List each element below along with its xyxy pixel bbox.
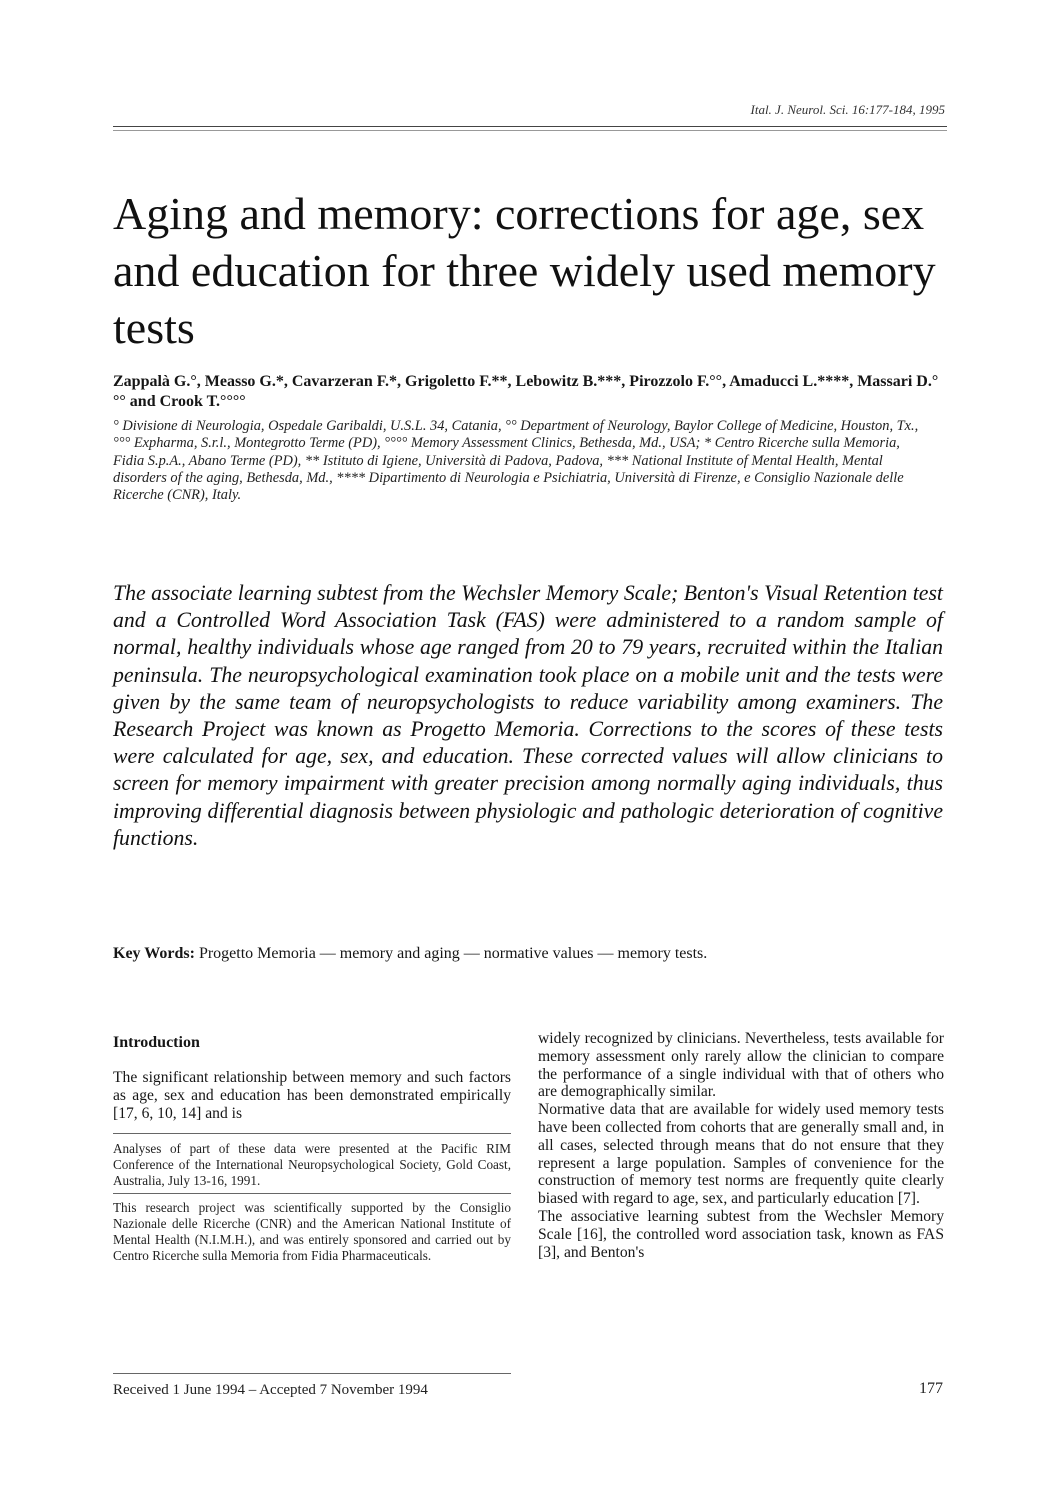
footnote-conference: Analyses of part of these data were presented at the Pacific RIM Conference of the International Neuropsychological Society, Gold Coast, Australia, July 13-16, 1991. bbox=[113, 1141, 511, 1189]
footnote-divider-secondary bbox=[113, 1193, 511, 1194]
abstract: The associate learning subtest from the Wechsler Memory Scale; Benton's Visual Retention test and a Controlled Word Association Task (FAS) were administered to a random sample of normal, healthy individuals whose age ranged from 20 to 79 years, recruited within the Italian peninsula. The neuropsychological examination took place on a mobile unit and the tests were given by the same team of neuropsychologists to reduce variability among examiners. The Research Project was known as Progetto Memoria. Corrections to the scores of these tests were calculated for age, sex, and education. These corrected values will allow clinicians to screen for memory impairment with greater precision among normally aging individuals, thus improving differential diagnosis between physiologic and pathologic deterioration of cognitive functions. bbox=[113, 581, 943, 850]
journal-reference: Ital. J. Neurol. Sci. 16:177-184, 1995 bbox=[750, 102, 945, 117]
right-paragraph: The associative learning subtest from the Wechsler Memory Scale [16], the controlled word association task, known as FAS [3], and Benton's bbox=[538, 1207, 944, 1261]
keywords-text: Progetto Memoria — memory and aging — normative values — memory tests. bbox=[198, 945, 708, 962]
footer-rule bbox=[113, 1373, 511, 1374]
keywords bbox=[113, 944, 943, 964]
affiliations: ° Divisione di Neurologia, Ospedale Garibaldi, U.S.L. 34, Catania, °° Department of Neurology, Baylor College of Medicine, Houston, Tx., °°° Expharma, S.r.l., Montegrotto Terme (PD), °°°° Memory Assessment Clinics, Bethesda, Md., USA; * Centro Ricerche sulla Memoria, Fidia S.p.A., Abano Terme (PD), ** Istituto di Igiene, Università di Padova, Padova, *** National Institute of Mental Health, Mental disorders of the aging, Bethesda, Md., **** Dipartimento di Neurologia e Psichiatria, Università di Firenze, e Consiglio Nazionale delle Ricerche (CNR), Italy. bbox=[113, 418, 919, 504]
paper-title: Aging and memory: corrections for age, sex and education for three widely used memory tests bbox=[113, 188, 936, 353]
introduction-paragraph: The significant relationship between memory and such factors as age, sex and education has been demonstrated empirically [17, 6, 10, 14] and is bbox=[113, 1069, 511, 1122]
received-dates: Received 1 June 1994 – Accepted 7 November 1994 bbox=[113, 1382, 428, 1398]
footnote-funding: This research project was scientifically supported by the Consiglio Nazionale delle Ricerche (CNR) and the American National Institute of Mental Health (N.I.M.H.), and was entirely sponsored and carried out by Centro Ricerche sulla Memoria from Fidia Pharmaceuticals. bbox=[113, 1200, 511, 1264]
right-paragraph: widely recognized by clinicians. Nevertheless, tests available for memory assessment only rarely allow the clinician to compare the performance of a single individual with that of others who are demographically similar. bbox=[538, 1030, 944, 1101]
right-paragraph: Normative data that are available for widely used memory tests have been collected from cohorts that are generally small and, in all cases, selected through means that do not ensure that they represent a large population. Samples of convenience for the construction of memory test norms are frequently quite clearly biased with regard to age, sex, and particularly education [7]. bbox=[538, 1101, 944, 1208]
introduction-heading: Introduction bbox=[113, 1034, 200, 1051]
header-rule bbox=[113, 126, 947, 127]
right-column bbox=[538, 1030, 944, 1261]
header-rule-secondary bbox=[113, 130, 947, 131]
footnote-divider bbox=[113, 1133, 511, 1134]
keywords-label: Key Words: bbox=[113, 945, 195, 962]
left-column bbox=[113, 1033, 511, 1264]
author-list: Zappalà G.°, Measso G.*, Cavarzeran F.*, Grigoletto F.**, Lebowitz B.***, Pirozzolo F.°°, Amaducci L.****, Massari D.°°° and Crook T.°°°° bbox=[113, 373, 939, 410]
page-number: 177 bbox=[919, 1380, 943, 1397]
